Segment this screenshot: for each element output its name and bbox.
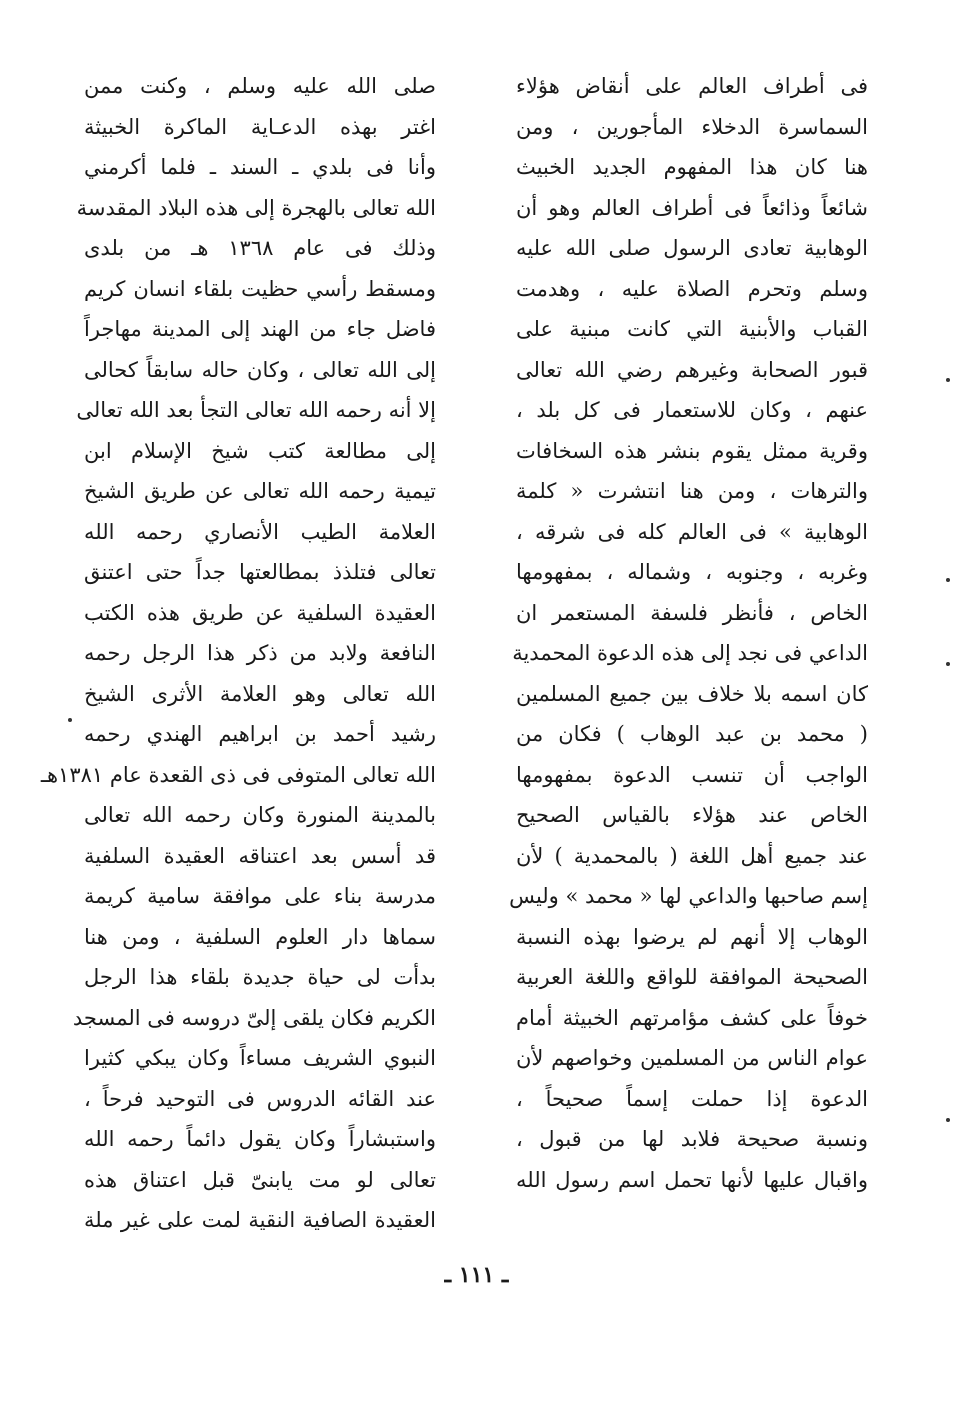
right-column-line: الوهابية » فى العالم كله فى شرقه ، (516, 519, 868, 544)
right-column-line: كان اسمه بلا خلاف بين جميع المسلمين (516, 681, 868, 706)
left-column-line: صلى الله عليه وسلم ، وكنت ممن (84, 74, 436, 98)
right-column-line: قبور الصحابة وغيرهم رضي الله تعالى (516, 357, 868, 382)
left-column-line: سماها دار العلوم السلفية ، ومن هنا (84, 924, 436, 949)
left-column-line: النبوي الشريف مساءاً وكان يبكي كثيرا (84, 1046, 436, 1070)
right-column-line: ونسبة صحيحة فلابد لها من قبول ، (516, 1127, 868, 1151)
left-column-line: تعالى فتلذذ بمطالعتها جداً حتى اعتنق (84, 560, 436, 584)
right-column-line: خوفاً على كشف مؤامرتهم الخبيثة أمام (516, 1005, 868, 1030)
left-column-line: واستبشاراً وكان يقول دائماً رحمه الله (84, 1127, 436, 1151)
right-column-line: والترهات ، ومن هنا انتشرت « كلمة (516, 479, 868, 503)
right-column-line: الصحيحة الموافقة للواقع واللغة العربية (516, 965, 868, 989)
left-column-line: تيمية رحمه الله تعالى عن طريق الشيخ (84, 479, 436, 503)
right-column-line: عوام الناس من المسلمين وخواصهم لأن (516, 1046, 868, 1070)
right-column-line: الدعوة إذا حملت إسماً صحيحاً ، (516, 1086, 868, 1111)
right-column-line: الواجب أن تنسب الدعوة بمفهومها (516, 762, 868, 787)
left-text-column (40, 66, 436, 1241)
right-column-line: الوهاب إلا أنهم لم يرضوا بهذه النسبة (516, 924, 868, 949)
margin-mark (946, 1118, 950, 1122)
left-column-line: قد أسس بعد اعتناقه العقيدة السلفية (84, 843, 436, 868)
left-column-line: فاضل جاء من الهند إلى المدينة مهاجراً (84, 317, 436, 341)
right-column-line: السماسرة الدخلاء المأجورين ، ومن (516, 114, 868, 139)
right-column-line: شائعاً وذائعاً فى أطراف العالم وهو أن (516, 195, 868, 220)
right-text-column (509, 66, 868, 1200)
left-column-line: إلى الله تعالى ، وكان حاله سابقاً كحالى (84, 357, 436, 382)
left-column-line: عند القائه الدروس فى التوحيد فرحاً ، (84, 1086, 436, 1111)
left-column-line: مدرسة بناء على موافقة سامية كريمة (84, 884, 436, 908)
left-column-line: اغتر بهذه الدعـاية الماكرة الخبيثة (84, 114, 436, 139)
margin-mark (946, 662, 950, 666)
right-column-line: الخاص عند هؤلاء بالقياس الصحيح (516, 803, 868, 827)
margin-mark (946, 578, 950, 582)
right-column-line: واقبال عليها لأنها تحمل اسم رسول الله (516, 1167, 868, 1192)
right-column-line: الداعي فى نجد إلى هذه الدعوة المحمدية (512, 641, 868, 665)
right-column-line: القباب والأبنية التي كانت مبنية على (516, 317, 868, 341)
margin-mark (946, 378, 950, 382)
left-column-line: بالمدينة المنورة وكان رحمه الله تعالى (84, 803, 436, 827)
left-column-line: العلامة الطيب الأنصاري رحمه الله (84, 519, 436, 544)
left-column-line: ومسقط رأسي حظيت بلقاء انسان كريم (84, 276, 436, 301)
left-column-line: رشيد أحمد بن ابراهيم الهندي رحمه (84, 722, 436, 746)
right-column-line: وسلم وتحرم الصلاة عليه ، وهدمت (516, 276, 868, 301)
right-column-line: هنا كان هذا المفهوم الجديد الخبيث (516, 155, 868, 179)
right-column-line: فى أطراف العالم على أنقاض هؤلاء (516, 74, 868, 98)
margin-mark (68, 718, 72, 722)
left-column-line: العقيدة السلفية عن طريق هذه الكتب (84, 600, 436, 625)
right-column-line: وقرية ممثل يقوم بنشر هذه السخافات (516, 438, 868, 463)
left-column-line: وأنا فى بلدي ـ السند ـ فلما أكرمني (84, 155, 436, 179)
left-column-line: إلى مطالعة كتب شيخ الإسلام ابن (84, 438, 436, 463)
left-column-line: تعالى لو مت يابنىّ قبل اعتناق هذه (84, 1167, 436, 1192)
left-column-line: النافعة ولابد من ذكر هذا الرجل رحمه (84, 641, 436, 665)
left-column-line: وذلك فى عام ١٣٦٨ هـ من بلدى (84, 236, 436, 260)
left-column-line: الله تعالى المتوفى فى ذى القعدة عام ١٣٨١هـ (40, 762, 436, 787)
right-column-line: وغربه ، وجنوبه ، وشماله ، بمفهومها (516, 560, 868, 584)
right-column-line: عند جميع أهل اللغة ( بالمحمدية ) لأن (516, 843, 868, 868)
left-column-line: الله تعالى بالهجرة إلى هذه البلاد المقدسة (76, 195, 436, 220)
left-column-line: بدأت لى حياة جديدة بلقاء هذا الرجل (84, 965, 436, 989)
left-column-line: العقيدة الصافية النقية لمت على غير ملة (84, 1208, 436, 1232)
right-column-line: الخاص ، فأنظر فلسفة المستعمر ان (516, 600, 868, 625)
left-column-line: الله تعالى وهو العلامة الأثرى الشيخ (84, 681, 436, 706)
left-column-line: الكريم فكان يلقى إلىّ دروسه فى المسجد (72, 1005, 436, 1030)
right-column-line: ( محمد بن عبد الوهاب ) فكان من (516, 722, 868, 746)
page-number: ـ ١١١ ـ (444, 1262, 509, 1288)
right-column-line: عنهم ، وكان للاستعمار فى كل بلد ، (516, 398, 868, 422)
left-column-line: إلا أنه رحمه الله تعالى التجأ بعد الله تعالى (76, 398, 436, 422)
right-column-line: إسم صاحبها والداعي لها « محمد » وليس (509, 884, 868, 908)
right-column-line: الوهابية تعادى الرسول صلى الله عليه (516, 236, 868, 260)
